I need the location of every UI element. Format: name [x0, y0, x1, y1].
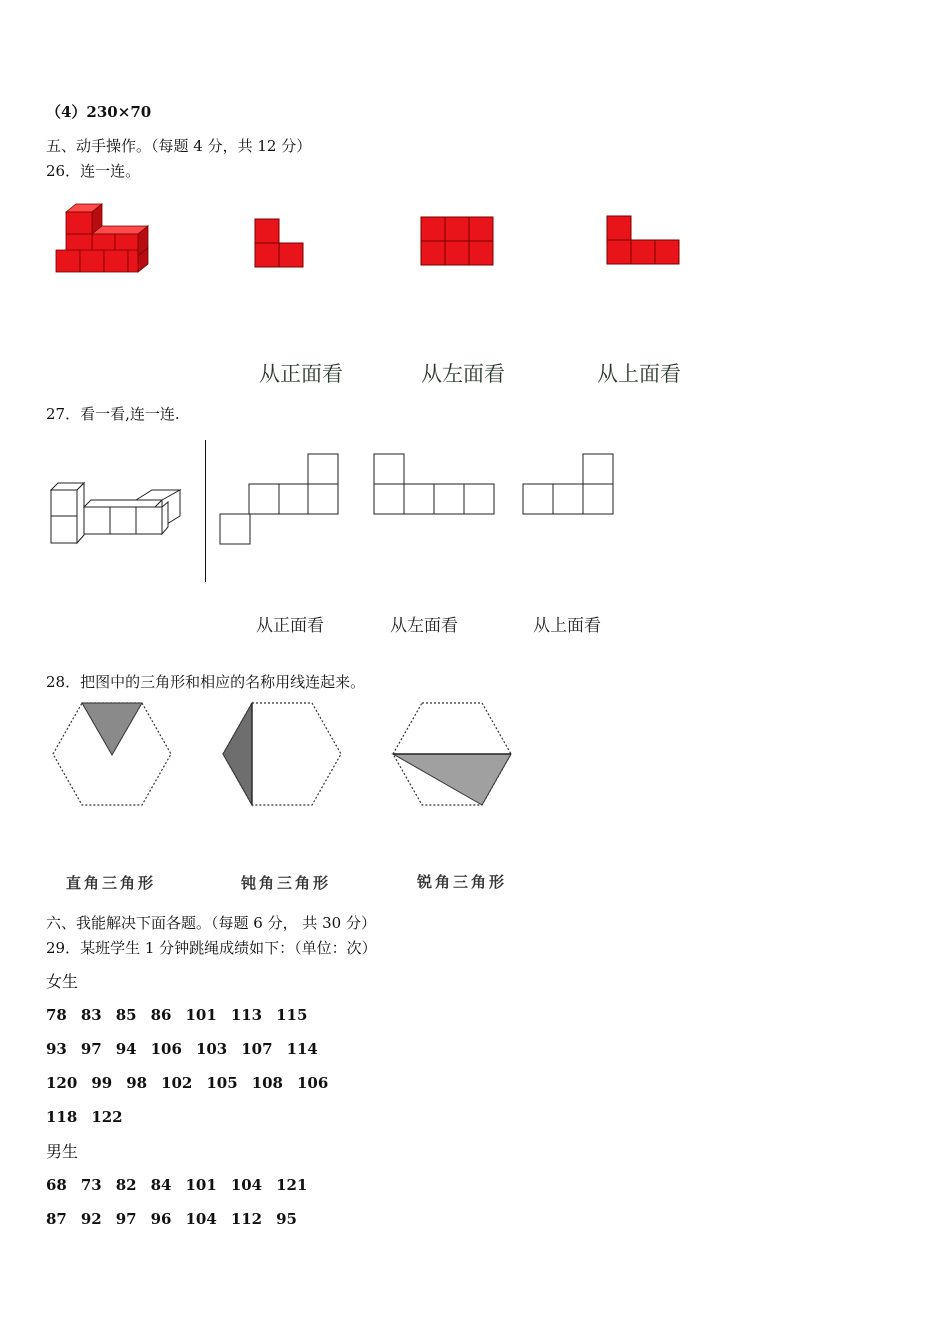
score: 97: [80, 1040, 102, 1058]
q28-name-acute: 锐角三角形: [417, 873, 508, 891]
q28-hexagon-1: [50, 700, 174, 808]
girls-row-3: [46, 1074, 342, 1092]
score: 105: [206, 1074, 238, 1092]
score: 121: [276, 1176, 308, 1194]
score: 113: [230, 1006, 263, 1024]
girls-row-2: [46, 1040, 332, 1058]
score: 115: [276, 1006, 308, 1024]
score: 107: [241, 1040, 273, 1058]
q27-view-a: [219, 453, 341, 546]
score: 82: [115, 1176, 137, 1194]
score: 98: [126, 1074, 148, 1092]
q27-divider: [205, 440, 206, 582]
section6-title: 六、我能解决下面各题。（每题 6 分， 共 30 分）: [46, 914, 376, 932]
q28-hexagon-2: [220, 700, 344, 808]
score: 106: [150, 1040, 182, 1058]
score: 95: [276, 1210, 297, 1228]
score: 87: [46, 1210, 67, 1228]
q29-title: 29．某班学生 1 分钟跳绳成绩如下：（单位：次）: [46, 939, 377, 957]
score: 85: [115, 1006, 137, 1024]
score: 101: [185, 1176, 217, 1194]
score: 118: [46, 1108, 78, 1126]
score: 103: [195, 1040, 228, 1058]
score: 114: [286, 1040, 318, 1058]
q26-3d-solid: [52, 200, 152, 276]
score: 106: [297, 1074, 329, 1092]
score: 108: [251, 1074, 283, 1092]
boys-row-1: [46, 1176, 321, 1194]
girls-row-4: [46, 1108, 137, 1126]
q26-label-front: 从正面看: [259, 362, 343, 386]
score: 102: [161, 1074, 193, 1092]
score: 120: [46, 1074, 78, 1092]
score: 83: [80, 1006, 102, 1024]
q28-hexagon-3: [390, 700, 514, 808]
score: 93: [46, 1040, 67, 1058]
q27-label-left: 从左面看: [390, 616, 458, 636]
score: 104: [230, 1176, 263, 1194]
score: 92: [80, 1210, 102, 1228]
boys-label: 男生: [46, 1142, 79, 1161]
q26-view-a: [254, 218, 304, 268]
q26-title: 26．连一连。: [46, 162, 141, 180]
q27-view-c: [522, 453, 615, 516]
score: 94: [115, 1040, 137, 1058]
boys-row-2: [46, 1210, 311, 1228]
q26-label-left: 从左面看: [421, 362, 505, 386]
score: 84: [150, 1176, 172, 1194]
q27-view-b: [373, 453, 496, 516]
girls-row-1: [46, 1006, 321, 1024]
q26-label-top: 从上面看: [597, 362, 681, 386]
score: 73: [80, 1176, 102, 1194]
q27-label-top: 从上面看: [533, 616, 601, 636]
score: 78: [46, 1006, 67, 1024]
score: 96: [150, 1210, 172, 1228]
q27-3d-solid: [48, 480, 184, 548]
section5-title: 五、动手操作。（每题 4 分，共 12 分）: [46, 137, 312, 155]
q4-expression: （4）230×70: [46, 103, 152, 121]
q26-view-b: [420, 216, 494, 266]
score: 104: [185, 1210, 217, 1228]
score: 101: [185, 1006, 217, 1024]
q26-view-c: [606, 215, 680, 265]
score: 97: [115, 1210, 137, 1228]
score: 86: [150, 1006, 172, 1024]
q27-label-front: 从正面看: [256, 616, 324, 636]
girls-label: 女生: [46, 972, 79, 991]
q28-name-right: 直角三角形: [66, 874, 157, 892]
score: 122: [91, 1108, 123, 1126]
q28-name-obtuse: 钝角三角形: [241, 874, 332, 892]
score: 112: [230, 1210, 263, 1228]
score: 99: [91, 1074, 113, 1092]
q27-title: 27．看一看,连一连.: [46, 405, 180, 423]
score: 68: [46, 1176, 67, 1194]
q28-title: 28．把图中的三角形和相应的名称用线连起来。: [46, 673, 366, 691]
